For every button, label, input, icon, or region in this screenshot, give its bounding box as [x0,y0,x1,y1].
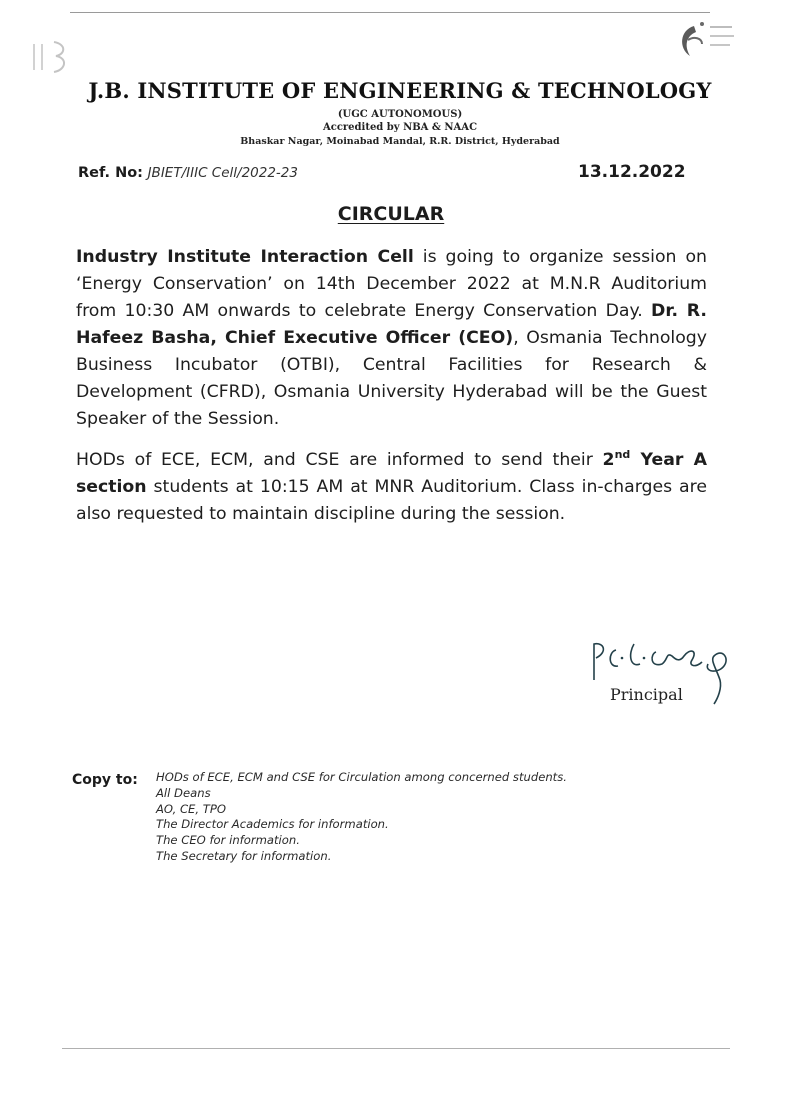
year-section: Year A section [76,450,707,497]
p1-text-2: , Osmania Technology Business Incubator (OTBI), Central Facilities for Research & Development (CFRD), Osmania University Hyderabad will be the Guest Speaker of the Session. [76,328,707,429]
copy-to-list [156,770,567,865]
scan-mark-icon [30,38,70,78]
ref-label: Ref. No: [78,165,143,181]
p2-text-2: students at 10:15 AM at MNR Auditorium. Class in-charges are also requested to maintain discipline during the session. [76,477,707,524]
p2-text-1: HODs of ECE, ECM, and CSE are informed to send their [76,450,603,470]
institution-name: J.B. INSTITUTE OF ENGINEERING & TECHNOLOGY [88,78,712,103]
year-suffix: nd [614,448,631,462]
speaker-name: Dr. R. Hafeez Basha, Chief Executive Officer (CEO) [76,301,707,348]
reference-number [78,165,298,181]
copy-recipient: The CEO for information. [156,833,300,848]
copy-recipient: All Deans [156,785,211,800]
copy-recipient: HODs of ECE, ECM and CSE for Circulation among concerned students. [156,770,567,784]
page-title: CIRCULAR [337,203,445,225]
copy-to-label: Copy to: [72,772,138,788]
copy-recipient: The Secretary for information. [156,848,332,863]
bottom-rule [62,1048,730,1049]
body-paragraph-2 [76,447,707,528]
ref-value: JBIET/IIIC Cell/2022-23 [147,165,298,181]
p1-text-1: is going to organize session on ‘Energy Conservation’ on 14th December 2022 at M.N.R Auditorium from 10:30 AM onwards to celebrate Energy Conservation Day. [76,247,708,321]
autonomy-status: (UGC AUTONOMOUS) [337,109,463,120]
circular-date: 13.12.2022 [578,162,686,182]
copy-recipient: AO, CE, TPO [156,801,226,816]
year-number: 2 [602,450,615,470]
copy-recipient: The Director Academics for information. [156,817,389,832]
body-paragraph-1 [76,244,707,433]
cell-name: Industry Institute Interaction Cell [76,247,414,267]
signatory-title: Principal [610,685,683,704]
institute-logo-icon [672,18,742,68]
institution-address: Bhaskar Nagar, Moinabad Mandal, R.R. District, Hyderabad [240,136,560,147]
top-rule [70,12,710,13]
accreditation: Accredited by NBA & NAAC [322,122,478,133]
